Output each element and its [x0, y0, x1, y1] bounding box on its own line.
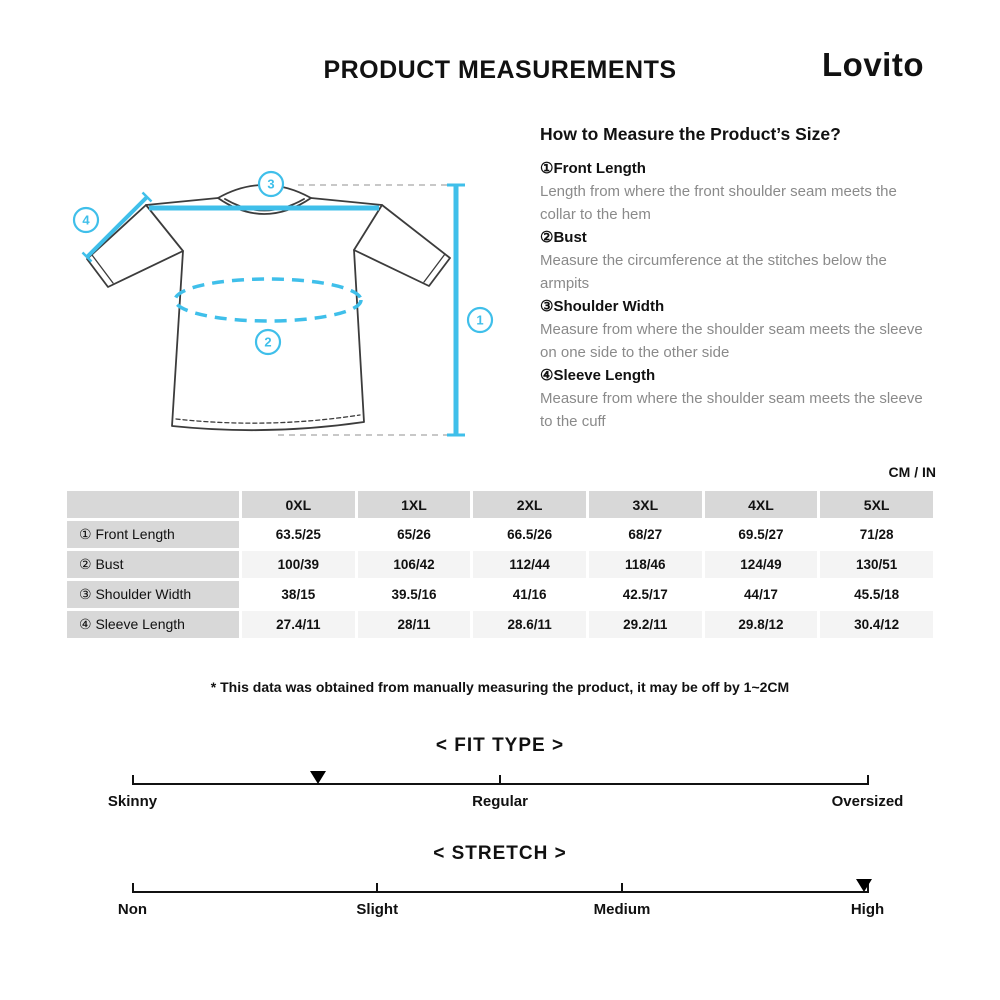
size-col-header: 5XL: [820, 491, 933, 518]
size-value-cell: 130/51: [820, 551, 933, 578]
size-value-cell: 42.5/17: [589, 581, 702, 608]
tick: [499, 775, 501, 785]
svg-text:3: 3: [267, 176, 275, 192]
stretch-slider: [117, 891, 885, 925]
diagram-column: [40, 112, 540, 458]
how-to-item: [540, 295, 932, 364]
stretch-title: < STRETCH >: [433, 843, 567, 864]
front-length-line: [447, 185, 465, 435]
size-value-cell: 66.5/26: [473, 521, 586, 548]
callout-front-length: [468, 308, 492, 332]
size-value-cell: 118/46: [589, 551, 702, 578]
size-value-cell: 29.2/11: [589, 611, 702, 638]
size-value-cell: 106/42: [358, 551, 471, 578]
stretch-track: [133, 891, 868, 893]
how-to-item-label: ④Sleeve Length: [540, 367, 656, 384]
size-value-cell: 45.5/18: [820, 581, 933, 608]
fit-type-labels: [107, 793, 904, 817]
size-row-label: ① Front Length: [67, 521, 239, 548]
how-to-title: How to Measure the Product’s Size?: [540, 124, 841, 144]
tshirt-outline: [87, 185, 450, 430]
tshirt-diagram: [46, 138, 526, 458]
size-row-label: ④ Sleeve Length: [67, 611, 239, 638]
how-to-item-label: ③Shoulder Width: [540, 298, 665, 315]
units-label: CM / IN: [888, 464, 936, 480]
how-to-item: [540, 157, 932, 226]
size-value-cell: 44/17: [705, 581, 818, 608]
fit-type-label: Oversized: [831, 793, 904, 810]
size-value-cell: 39.5/16: [358, 581, 471, 608]
svg-text:2: 2: [264, 334, 272, 350]
fit-type-marker-icon: [310, 771, 326, 784]
size-table: [64, 488, 936, 641]
tick: [621, 883, 623, 893]
size-value-cell: 71/28: [820, 521, 933, 548]
size-value-cell: 69.5/27: [705, 521, 818, 548]
size-value-cell: 41/16: [473, 581, 586, 608]
fit-type-label: Regular: [472, 793, 528, 810]
size-value-cell: 112/44: [473, 551, 586, 578]
tick: [132, 775, 134, 785]
page-title: PRODUCT MEASUREMENTS: [323, 56, 677, 84]
tick: [132, 883, 134, 893]
tick: [376, 883, 378, 893]
brand-logo: Lovito: [822, 46, 924, 83]
stretch-label: Slight: [356, 901, 399, 918]
size-value-cell: 27.4/11: [242, 611, 355, 638]
fit-type-title: < FIT TYPE >: [435, 735, 565, 756]
size-value-cell: 65/26: [358, 521, 471, 548]
how-to-section: [540, 112, 932, 458]
how-to-item-label: ①Front Length: [540, 160, 646, 177]
size-value-cell: 63.5/25: [242, 521, 355, 548]
fit-type-track: [133, 783, 868, 785]
svg-text:4: 4: [82, 212, 90, 228]
size-col-header: 0XL: [242, 491, 355, 518]
table-row: [67, 611, 933, 638]
stretch-label: Non: [117, 901, 148, 918]
size-value-cell: 28/11: [358, 611, 471, 638]
fit-type-slider: [107, 783, 904, 817]
how-to-item-desc: Measure from where the shoulder seam meets the sleeve on one side to the other side: [540, 321, 923, 361]
callout-bust: [256, 330, 280, 354]
table-row: [67, 521, 933, 548]
size-col-header: [67, 491, 239, 518]
fit-type-label: Skinny: [107, 793, 158, 810]
how-to-item-desc: Measure from where the shoulder seam meets the sleeve to the cuff: [540, 390, 923, 430]
size-value-cell: 28.6/11: [473, 611, 586, 638]
stretch-label: Medium: [593, 901, 651, 918]
how-to-item-label: ②Bust: [540, 229, 587, 246]
header: [0, 0, 1000, 112]
size-table-header-row: [67, 491, 933, 518]
callout-shoulder-width: [259, 172, 283, 196]
size-col-header: 2XL: [473, 491, 586, 518]
stretch-label: High: [850, 901, 885, 918]
how-to-item: [540, 226, 932, 295]
size-value-cell: 124/49: [705, 551, 818, 578]
size-col-header: 4XL: [705, 491, 818, 518]
measurement-disclaimer: * This data was obtained from manually measuring the product, it may be off by 1~2CM: [210, 679, 790, 695]
size-value-cell: 29.8/12: [705, 611, 818, 638]
size-value-cell: 38/15: [242, 581, 355, 608]
how-to-item-desc: Length from where the front shoulder seam meets the collar to the hem: [540, 183, 897, 223]
tick: [867, 775, 869, 785]
stretch-marker-icon: [856, 879, 872, 892]
size-col-header: 1XL: [358, 491, 471, 518]
svg-text:1: 1: [476, 312, 484, 328]
size-row-label: ② Bust: [67, 551, 239, 578]
size-row-label: ③ Shoulder Width: [67, 581, 239, 608]
main-section: [0, 112, 1000, 458]
table-row: [67, 581, 933, 608]
how-to-item: [540, 364, 932, 433]
how-to-item-desc: Measure the circumference at the stitches below the armpits: [540, 252, 887, 292]
size-col-header: 3XL: [589, 491, 702, 518]
size-value-cell: 30.4/12: [820, 611, 933, 638]
table-row: [67, 551, 933, 578]
stretch-labels: [117, 901, 885, 925]
size-value-cell: 68/27: [589, 521, 702, 548]
callout-sleeve-length: [74, 208, 98, 232]
size-value-cell: 100/39: [242, 551, 355, 578]
